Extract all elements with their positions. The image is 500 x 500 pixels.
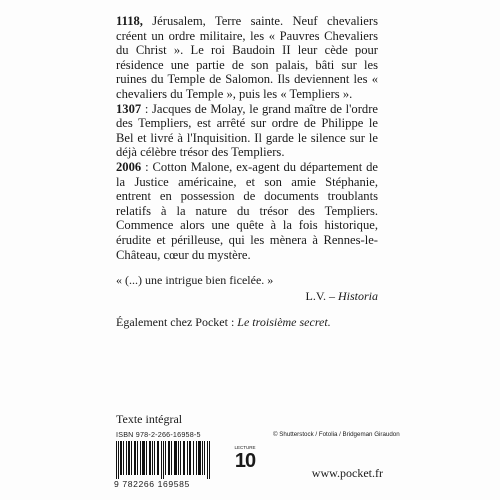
- also-prefix: Également chez Pocket :: [116, 315, 238, 329]
- isbn: ISBN 978-2-266-16958-5: [116, 430, 201, 439]
- full-text-label: Texte intégral: [116, 412, 183, 426]
- blurb-paragraph-2006: [116, 160, 378, 262]
- logo-top: LECTURE: [234, 445, 256, 450]
- photo-credit: © Shutterstock / Fotolia / Bridgeman Giraudon: [273, 431, 400, 438]
- blurb-text: [116, 14, 378, 262]
- blurb-paragraph-1307: [116, 102, 378, 160]
- barcode-digits: 9 782266 169585: [114, 479, 190, 489]
- logo-number: 10: [234, 450, 256, 472]
- year-2006: 2006: [116, 159, 142, 174]
- blurb-paragraph-1118: [116, 14, 378, 102]
- barcode: [116, 441, 211, 479]
- pocket-logo: [234, 445, 256, 479]
- also-title: Le troisième secret.: [237, 315, 331, 329]
- also-available: [116, 315, 416, 329]
- review-source: Historia: [337, 289, 378, 303]
- paragraph-text: : Cotton Malone, ex-agent du département de la Justice américaine, et son amie Stéphanie, entrent en possession de documents troublants relatifs à la nature du trésor des Templiers. Commence alors une quête à la fois historique, érudite et périlleuse, qui les mènera à Rennes-le-Château, cœur du mystère.: [116, 159, 378, 262]
- paragraph-text: Jérusalem, Terre sainte. Neuf chevaliers créent un ordre militaire, les « Pauvres Chevaliers du Christ ». Le roi Baudoin II leur cède pour résidence une partie de son palais, bâti sur les ruines du Temple de Salomon. Ils deviennent les « chevaliers du Temple », puis les « Templiers ».: [116, 14, 378, 101]
- year-1307: 1307: [116, 101, 142, 116]
- review-quote: « (...) une intrigue bien ficelée. »: [116, 273, 274, 287]
- review-author: L.V. –: [305, 289, 335, 303]
- website-url: www.pocket.fr: [311, 466, 383, 480]
- review-attribution: [116, 289, 378, 303]
- paragraph-text: : Jacques de Molay, le grand maître de l'ordre des Templiers, est arrêté sur ordre de Philippe le Bel et livré à l'Inquisition. Il garde le silence sur le déjà célèbre trésor des Templiers.: [116, 101, 378, 160]
- year-1118: 1118,: [116, 14, 143, 28]
